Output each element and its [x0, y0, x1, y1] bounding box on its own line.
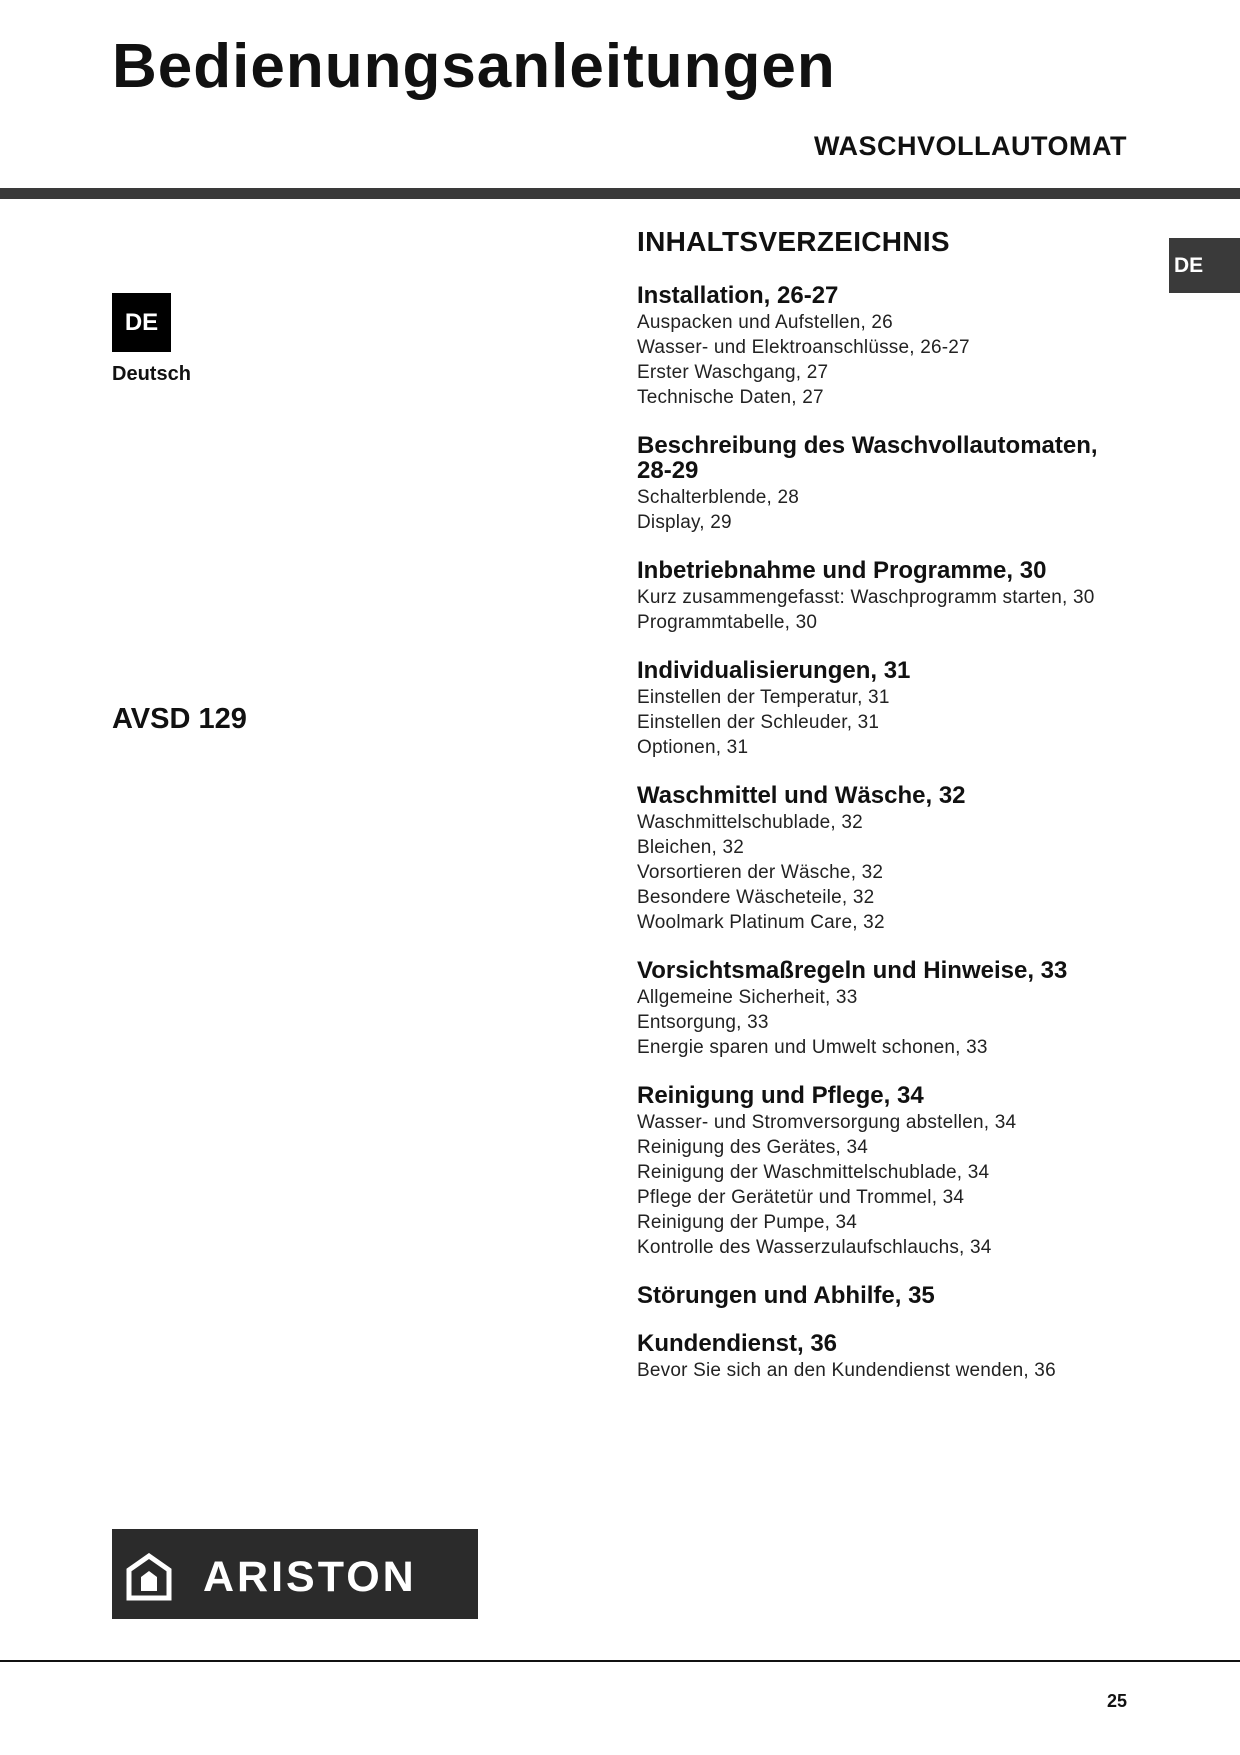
toc-entry: Waschmittelschublade, 32	[637, 812, 863, 833]
toc-entry: Besondere Wäscheteile, 32	[637, 887, 875, 908]
toc-entry: Bevor Sie sich an den Kundendienst wenden, 36	[637, 1360, 1056, 1381]
toc-entry: Erster Waschgang, 27	[637, 362, 829, 383]
table-of-contents	[637, 228, 1137, 1406]
toc-section-title: Reinigung und Pflege, 34	[637, 1082, 924, 1109]
toc-entry: Einstellen der Temperatur, 31	[637, 687, 890, 708]
toc-section	[637, 658, 1137, 760]
toc-entry: Schalterblende, 28	[637, 487, 800, 508]
toc-section	[637, 283, 1137, 410]
toc-entry: Wasser- und Elektroanschlüsse, 26-27	[637, 337, 970, 358]
toc-section	[637, 433, 1137, 535]
language-side-tab: DE	[1169, 238, 1240, 293]
toc-entry: Energie sparen und Umwelt schonen, 33	[637, 1037, 988, 1058]
toc-section-title: Inbetriebnahme und Programme, 30	[637, 557, 1047, 584]
page-number: 25	[1106, 1691, 1127, 1711]
toc-section-title: Kundendienst, 36	[637, 1330, 838, 1357]
toc-entry: Entsorgung, 33	[637, 1012, 769, 1033]
document-title: Bedienungsanleitungen	[112, 32, 836, 101]
toc-section-title: Waschmittel und Wäsche, 32	[637, 782, 966, 809]
toc-section	[637, 783, 1137, 935]
product-type: WASCHVOLLAUTOMAT	[814, 131, 1127, 161]
model-number: AVSD 129	[112, 703, 247, 735]
toc-section-title: Vorsichtsmaßregeln und Hinweise, 33	[637, 957, 1068, 984]
toc-entry: Technische Daten, 27	[637, 387, 824, 408]
toc-entry: Display, 29	[637, 512, 732, 533]
toc-section	[637, 558, 1137, 635]
toc-entry: Auspacken und Aufstellen, 26	[637, 312, 893, 333]
toc-entry: Kurz zusammengefasst: Waschprogramm starten, 30	[637, 587, 1095, 608]
toc-entry: Allgemeine Sicherheit, 33	[637, 987, 858, 1008]
toc-entry: Wasser- und Stromversorgung abstellen, 34	[637, 1112, 1017, 1133]
toc-section	[637, 1083, 1137, 1260]
brand-logo	[112, 1529, 478, 1619]
toc-entry: Woolmark Platinum Care, 32	[637, 912, 885, 933]
toc-section-title: Individualisierungen, 31	[637, 657, 911, 684]
house-logo-icon	[126, 1553, 172, 1601]
toc-section	[637, 1331, 1137, 1383]
language-label: Deutsch	[112, 363, 191, 385]
toc-section	[637, 1283, 1137, 1308]
toc-section-title: Installation, 26-27	[637, 282, 839, 309]
toc-entry: Optionen, 31	[637, 737, 749, 758]
toc-entry: Einstellen der Schleuder, 31	[637, 712, 880, 733]
header-divider	[0, 188, 1240, 199]
footer-divider	[0, 1660, 1240, 1662]
toc-entry: Vorsortieren der Wäsche, 32	[637, 862, 884, 883]
toc-entry: Bleichen, 32	[637, 837, 744, 858]
toc-section-title: Beschreibung des Waschvollautomaten, 28-29	[637, 432, 1098, 484]
toc-entry: Reinigung der Waschmittelschublade, 34	[637, 1162, 990, 1183]
toc-entry: Reinigung der Pumpe, 34	[637, 1212, 858, 1233]
toc-sections	[637, 283, 1137, 1383]
toc-section-title: Störungen und Abhilfe, 35	[637, 1282, 935, 1309]
toc-heading: INHALTSVERZEICHNIS	[637, 226, 950, 257]
toc-entry: Pflege der Gerätetür und Trommel, 34	[637, 1187, 965, 1208]
toc-section	[637, 958, 1137, 1060]
toc-entry: Programmtabelle, 30	[637, 612, 818, 633]
brand-name: ARISTON	[203, 1553, 417, 1601]
language-badge: DE	[112, 293, 171, 352]
toc-entry: Kontrolle des Wasserzulaufschlauchs, 34	[637, 1237, 992, 1258]
toc-entry: Reinigung des Gerätes, 34	[637, 1137, 869, 1158]
